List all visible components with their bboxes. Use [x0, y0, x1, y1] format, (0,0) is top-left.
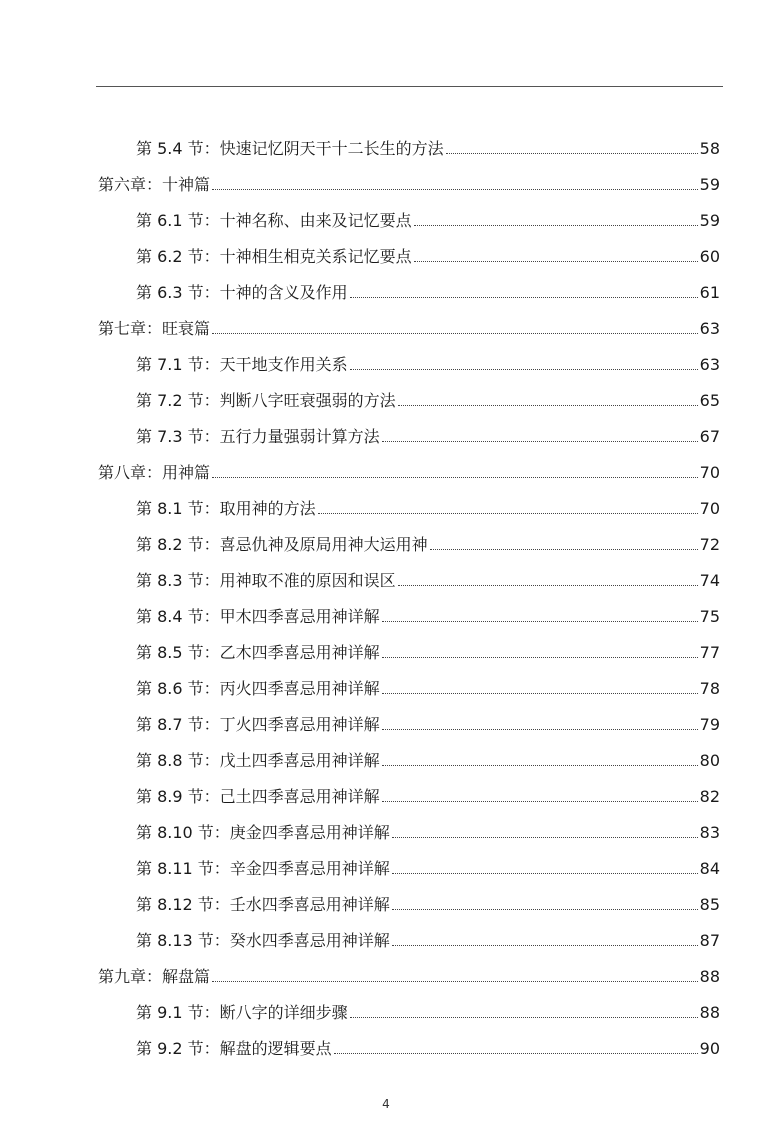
toc-section-entry[interactable]: [0, 807, 772, 843]
toc-entry-title: 第 8.3 节：用神取不准的原因和误区: [136, 571, 396, 590]
toc-entry-page: 61: [699, 283, 720, 302]
toc-dot-leader: [398, 405, 698, 406]
toc-entry-page: 74: [699, 571, 720, 590]
toc-entry-title: 第 8.11 节：辛金四季喜忌用神详解: [136, 859, 390, 878]
toc-dot-leader: [318, 513, 698, 514]
toc-dot-leader: [382, 441, 698, 442]
toc-entry-page: 77: [699, 643, 720, 662]
toc-entry-title: 第九章：解盘篇: [98, 967, 211, 986]
toc-section-entry[interactable]: [0, 843, 772, 879]
toc-dot-leader: [212, 477, 698, 478]
toc-section-entry[interactable]: [0, 879, 772, 915]
toc-section-entry[interactable]: [0, 915, 772, 951]
toc-entry-title: 第 6.3 节：十神的含义及作用: [136, 283, 348, 302]
toc-section-entry[interactable]: [0, 771, 772, 807]
toc-entry-page: 82: [699, 787, 720, 806]
toc-dot-leader: [446, 153, 698, 154]
toc-dot-leader: [212, 981, 698, 982]
toc-entry-title: 第 5.4 节：快速记忆阴天干十二长生的方法: [136, 139, 444, 158]
toc-dot-leader: [350, 297, 698, 298]
toc-section-entry[interactable]: [0, 519, 772, 555]
toc-dot-leader: [398, 585, 698, 586]
toc-dot-leader: [430, 549, 698, 550]
toc-section-entry[interactable]: [0, 375, 772, 411]
toc-entry-title: 第 8.9 节：己土四季喜忌用神详解: [136, 787, 380, 806]
toc-entry-title: 第 8.10 节：庚金四季喜忌用神详解: [136, 823, 390, 842]
toc-entry-title: 第 8.5 节：乙木四季喜忌用神详解: [136, 643, 380, 662]
toc-dot-leader: [334, 1053, 698, 1054]
toc-section-entry[interactable]: [0, 735, 772, 771]
toc-dot-leader: [382, 693, 698, 694]
toc-entry-title: 第 6.2 节：十神相生相克关系记忆要点: [136, 247, 412, 266]
toc-dot-leader: [392, 873, 698, 874]
toc-dot-leader: [414, 261, 698, 262]
toc-entry-page: 67: [699, 427, 720, 446]
toc-chapter-entry[interactable]: [0, 159, 772, 195]
toc-entry-title: 第 6.1 节：十神名称、由来及记忆要点: [136, 211, 412, 230]
toc-chapter-entry[interactable]: [0, 447, 772, 483]
toc-entry-page: 60: [699, 247, 720, 266]
toc-entry-title: 第 8.6 节：丙火四季喜忌用神详解: [136, 679, 380, 698]
toc-dot-leader: [382, 657, 698, 658]
toc-chapter-entry[interactable]: [0, 303, 772, 339]
toc-section-entry[interactable]: [0, 1023, 772, 1059]
toc-entry-page: 59: [699, 211, 720, 230]
toc-entry-title: 第 9.2 节：解盘的逻辑要点: [136, 1039, 332, 1058]
header-rule: [96, 86, 723, 87]
toc-entry-title: 第 7.3 节：五行力量强弱计算方法: [136, 427, 380, 446]
toc-entry-title: 第 8.7 节：丁火四季喜忌用神详解: [136, 715, 380, 734]
toc-entry-page: 65: [699, 391, 720, 410]
toc-chapter-entry[interactable]: [0, 951, 772, 987]
toc-dot-leader: [414, 225, 698, 226]
toc-section-entry[interactable]: [0, 987, 772, 1023]
toc-entry-page: 83: [699, 823, 720, 842]
toc-section-entry[interactable]: [0, 555, 772, 591]
toc-dot-leader: [392, 909, 698, 910]
toc-dot-leader: [382, 801, 698, 802]
toc-entry-page: 84: [699, 859, 720, 878]
toc-entry-page: 70: [699, 499, 720, 518]
toc-entry-title: 第六章：十神篇: [98, 175, 211, 194]
toc-entry-page: 79: [699, 715, 720, 734]
toc-section-entry[interactable]: [0, 699, 772, 735]
toc-entry-title: 第 8.8 节：戊土四季喜忌用神详解: [136, 751, 380, 770]
toc-entry-page: 78: [699, 679, 720, 698]
toc-section-entry[interactable]: [0, 123, 772, 159]
toc-dot-leader: [392, 945, 698, 946]
toc-section-entry[interactable]: [0, 195, 772, 231]
toc-dot-leader: [350, 369, 698, 370]
toc-section-entry[interactable]: [0, 267, 772, 303]
toc-entry-page: 90: [699, 1039, 720, 1058]
toc-entry-title: 第 8.13 节：癸水四季喜忌用神详解: [136, 931, 390, 950]
toc-section-entry[interactable]: [0, 591, 772, 627]
toc-entry-title: 第 8.12 节：壬水四季喜忌用神详解: [136, 895, 390, 914]
toc-entry-page: 70: [699, 463, 720, 482]
toc-entry-page: 58: [699, 139, 720, 158]
toc-section-entry[interactable]: [0, 483, 772, 519]
toc-dot-leader: [392, 837, 698, 838]
toc-entry-page: 59: [699, 175, 720, 194]
toc-entry-title: 第 7.1 节：天干地支作用关系: [136, 355, 348, 374]
toc-entry-page: 85: [699, 895, 720, 914]
page-number: 4: [382, 1097, 390, 1111]
toc-dot-leader: [382, 621, 698, 622]
toc-entry-page: 75: [699, 607, 720, 626]
toc-section-entry[interactable]: [0, 627, 772, 663]
toc-dot-leader: [382, 729, 698, 730]
toc-section-entry[interactable]: [0, 339, 772, 375]
toc-entry-page: 63: [699, 319, 720, 338]
toc-dot-leader: [212, 333, 698, 334]
toc-entry-page: 80: [699, 751, 720, 770]
toc-section-entry[interactable]: [0, 663, 772, 699]
toc-entry-page: 88: [699, 1003, 720, 1022]
toc-entry-page: 63: [699, 355, 720, 374]
toc-entry-page: 72: [699, 535, 720, 554]
toc-entry-page: 87: [699, 931, 720, 950]
toc-entry-title: 第 7.2 节：判断八字旺衰强弱的方法: [136, 391, 396, 410]
toc-entry-title: 第 8.4 节：甲木四季喜忌用神详解: [136, 607, 380, 626]
toc-entry-page: 88: [699, 967, 720, 986]
toc-entry-title: 第 8.1 节：取用神的方法: [136, 499, 316, 518]
toc-dot-leader: [350, 1017, 698, 1018]
toc-section-entry[interactable]: [0, 411, 772, 447]
toc-entry-title: 第 8.2 节：喜忌仇神及原局用神大运用神: [136, 535, 428, 554]
toc-entry-title: 第八章：用神篇: [98, 463, 211, 482]
toc-dot-leader: [382, 765, 698, 766]
toc-dot-leader: [212, 189, 698, 190]
toc-section-entry[interactable]: [0, 231, 772, 267]
toc-entry-title: 第七章：旺衰篇: [98, 319, 211, 338]
toc-entry-title: 第 9.1 节：断八字的详细步骤: [136, 1003, 348, 1022]
